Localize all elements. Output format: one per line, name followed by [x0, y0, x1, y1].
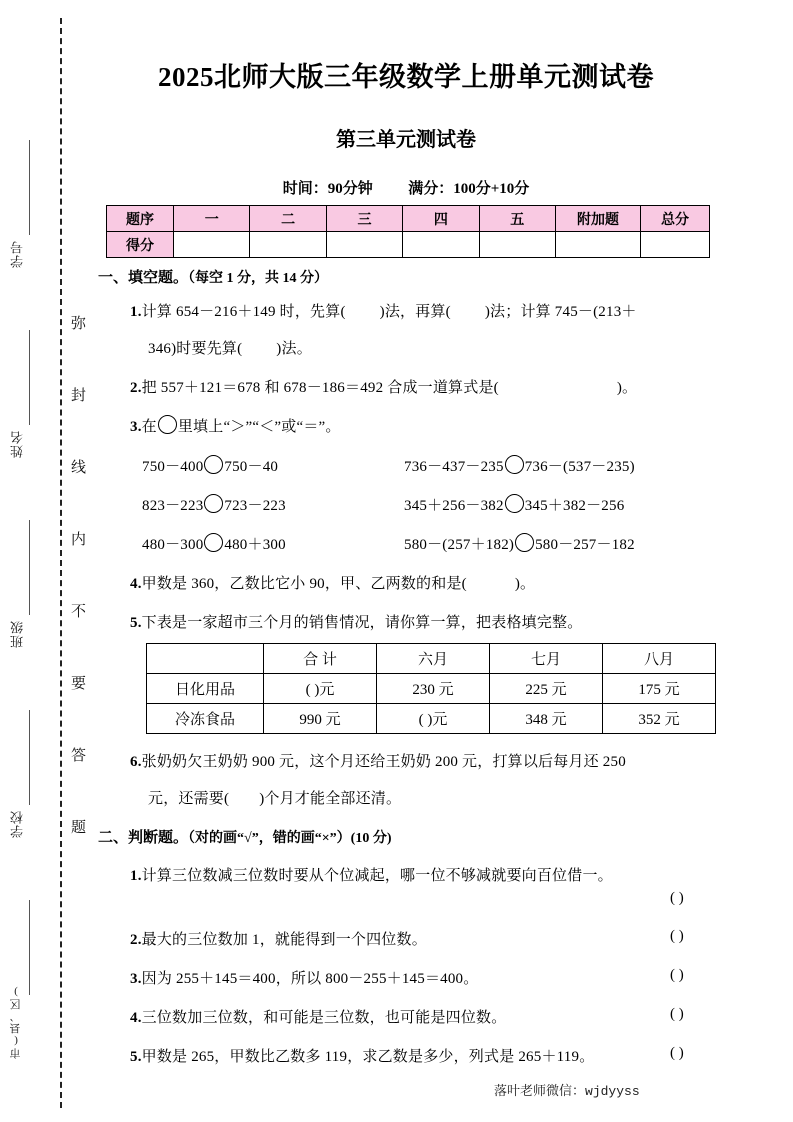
question-2-2-text: 最大的三位数加 1，就能得到一个四位数。 [141, 932, 427, 948]
question-1-6-number: 6. [130, 754, 142, 770]
compare-2-circle[interactable] [505, 455, 524, 474]
question-1-4-text-b: )。 [514, 576, 536, 592]
footer-watermark [494, 1080, 640, 1099]
score-table [106, 205, 710, 258]
question-1-3-text-b: 里填上“＞”“＜”或“＝”。 [177, 419, 341, 435]
score-table-col-2: 二 [250, 206, 326, 232]
question-1-1-text-b: )法，再算( [379, 304, 451, 320]
compare-6-circle[interactable] [515, 533, 534, 552]
sales-table-corner [147, 644, 264, 674]
table-row [147, 704, 716, 734]
sales-cell-daily-june: 230 元 [377, 674, 490, 704]
question-1-5-text: 下表是一家超市三个月的销售情况，请你算一算，把表格填完整。 [141, 615, 583, 631]
compare-5-left-expr: 480－300 [142, 537, 204, 553]
compare-4-left-expr: 345＋256－382 [404, 498, 504, 514]
question-1-1-text-c: )法；计算 745－(213＋ [484, 304, 637, 320]
answer-paren-2-3[interactable]: ( ) [670, 967, 684, 983]
circle-icon [158, 415, 177, 434]
compare-row-3-right [404, 533, 635, 554]
question-2-1-text: 计算三位数减三位数时要从个位减起，哪一位不够减就要向百位借一。 [141, 868, 613, 884]
question-1-6-line1: 张奶奶欠王奶奶 900 元，这个月还给王奶奶 200 元，打算以后每月还 250 [141, 754, 626, 770]
question-1-1-line2-b: )法。 [276, 341, 312, 357]
seal-rule-4 [29, 710, 30, 805]
exam-paper [96, 0, 793, 1122]
compare-3-circle[interactable] [204, 494, 223, 513]
score-table-col-5: 五 [479, 206, 555, 232]
section1-note: （每空 1 分，共 14 分） [188, 271, 329, 286]
question-2-5 [130, 1045, 594, 1066]
question-2-2-number: 2. [130, 932, 142, 948]
answer-paren-2-5[interactable]: ( ) [670, 1045, 684, 1061]
seal-label-banji: 班级 [10, 620, 25, 648]
seal-label-xingming: 姓名 [10, 430, 25, 458]
question-2-3 [130, 967, 478, 988]
question-1-1-cont [148, 337, 312, 358]
section2-note: （对的画“√”，错的画“×”）(10 分) [188, 831, 392, 846]
question-1-6-line2-a: 元，还需要( [148, 791, 230, 807]
score-table-col-total: 总分 [641, 206, 710, 232]
compare-row-2-right [404, 494, 624, 515]
question-1-5-number: 5. [130, 615, 142, 631]
answer-paren-2-1[interactable]: ( ) [670, 890, 684, 906]
question-1-3-number: 3. [130, 419, 142, 435]
seal-label-xuehao: 学号 [10, 240, 25, 268]
question-2-3-text: 因为 255＋145＝400，所以 800－255＋145＝400。 [141, 971, 479, 987]
question-2-5-number: 5. [130, 1049, 142, 1065]
question-1-1-line2-a: 346)时要先算( [148, 341, 243, 357]
answer-paren-2-2[interactable]: ( ) [670, 928, 684, 944]
score-input-1[interactable] [174, 232, 250, 258]
score-input-3[interactable] [326, 232, 402, 258]
compare-2-left-expr: 736－437－235 [404, 459, 504, 475]
question-2-2 [130, 928, 427, 949]
question-1-1 [130, 300, 637, 321]
question-1-4-number: 4. [130, 576, 142, 592]
sales-table [146, 643, 716, 734]
compare-5-right-expr: 480＋300 [224, 537, 286, 553]
question-2-4-text: 三位数加三位数，和可能是三位数，也可能是四位数。 [141, 1010, 507, 1026]
seal-rule-5 [29, 900, 30, 995]
compare-4-right-expr: 345＋382－256 [524, 498, 625, 514]
seal-char-nei: 内 [62, 528, 88, 549]
question-2-1-number: 1. [130, 868, 142, 884]
compare-row-1-right [404, 455, 635, 476]
footer-handle: wjdyyss [585, 1084, 640, 1099]
seal-sidebar [0, 0, 96, 1122]
seal-dashed-line [60, 18, 90, 1108]
sales-table-header-august: 八月 [603, 644, 716, 674]
seal-char-feng: 封 [62, 384, 88, 405]
sales-row-label-daily: 日化用品 [147, 674, 264, 704]
question-1-6-cont [148, 787, 401, 808]
sales-cell-daily-total[interactable]: ( )元 [264, 674, 377, 704]
sales-cell-frozen-total: 990 元 [264, 704, 377, 734]
question-1-3 [130, 415, 341, 436]
score-table-col-4: 四 [403, 206, 479, 232]
question-1-5 [130, 611, 582, 632]
score-input-total[interactable] [641, 232, 710, 258]
sales-cell-frozen-july: 348 元 [490, 704, 603, 734]
seal-char-da: 答 [62, 744, 88, 765]
compare-2-right-expr: 736－(537－235) [524, 459, 635, 475]
score-table-col-bonus: 附加题 [556, 206, 641, 232]
question-1-1-number: 1. [130, 304, 142, 320]
sales-cell-frozen-june[interactable]: ( )元 [377, 704, 490, 734]
answer-paren-2-4[interactable]: ( ) [670, 1006, 684, 1022]
question-1-2-text-b: )。 [616, 380, 638, 396]
score-input-bonus[interactable] [556, 232, 641, 258]
score-input-5[interactable] [479, 232, 555, 258]
sales-cell-daily-july: 225 元 [490, 674, 603, 704]
seal-label-shixianqu: 市(县、区) [10, 985, 22, 1059]
score-table-row-label-0: 题序 [107, 206, 174, 232]
score-input-2[interactable] [250, 232, 326, 258]
exam-meta [96, 177, 716, 198]
score-table-col-3: 三 [326, 206, 402, 232]
seal-rule-2 [29, 330, 30, 425]
question-1-4 [130, 572, 535, 593]
page-subtitle: 第三单元测试卷 [336, 129, 476, 151]
question-2-4-number: 4. [130, 1010, 142, 1026]
score-table-row-label-1: 得分 [107, 232, 174, 258]
seal-char-ti: 题 [62, 816, 88, 837]
seal-char-bu: 不 [62, 600, 88, 621]
seal-rule-1 [29, 140, 30, 235]
question-1-2-number: 2. [130, 380, 142, 396]
question-2-1 [130, 864, 613, 885]
section2-title: 二、判断题。 [98, 830, 189, 846]
question-1-2-text-a: 把 557＋121＝678 和 678－186＝492 合成一道算式是( [141, 380, 499, 396]
section1-title: 一、填空题。 [98, 270, 189, 286]
compare-1-right-expr: 750－40 [224, 459, 279, 475]
footer-label: 落叶老师微信： [494, 1083, 586, 1098]
section-heading-fill-blank [98, 266, 328, 287]
compare-row-2-left [142, 494, 286, 515]
question-1-2 [130, 376, 637, 397]
sales-cell-frozen-august: 352 元 [603, 704, 716, 734]
question-1-6-line2-b: )个月才能全部还清。 [259, 791, 402, 807]
question-2-3-number: 3. [130, 971, 142, 987]
score-input-4[interactable] [403, 232, 479, 258]
compare-1-left-circle[interactable] [204, 455, 223, 474]
table-row-header [147, 644, 716, 674]
seal-char-xian: 线 [62, 456, 88, 477]
question-2-4 [130, 1006, 506, 1027]
compare-1-left-expr: 750－400 [142, 459, 204, 475]
table-row [147, 674, 716, 704]
section-heading-true-false [98, 826, 392, 847]
question-1-1-text-a: 计算 654－216＋149 时，先算( [141, 304, 346, 320]
page-title: 2025北师大版三年级数学上册单元测试卷 [158, 62, 654, 92]
exam-total-score-label: 满分：100分+10分 [408, 181, 530, 197]
compare-row-3-left [142, 533, 286, 554]
sales-row-label-frozen: 冷冻食品 [147, 704, 264, 734]
sales-cell-daily-august: 175 元 [603, 674, 716, 704]
compare-6-left-expr: 580－(257＋182) [404, 537, 515, 553]
seal-rule-3 [29, 520, 30, 615]
sales-table-header-july: 七月 [490, 644, 603, 674]
sales-table-header-total: 合 计 [264, 644, 377, 674]
compare-3-left-expr: 823－223 [142, 498, 204, 514]
sales-table-header-june: 六月 [377, 644, 490, 674]
exam-time-label: 时间：90分钟 [282, 181, 373, 197]
compare-4-circle[interactable] [505, 494, 524, 513]
seal-label-column [8, 0, 54, 1122]
compare-5-circle[interactable] [204, 533, 223, 552]
seal-char-mi: 弥 [62, 312, 88, 333]
question-2-5-text: 甲数是 265，甲数比乙数多 119，求乙数是多少，列式是 265＋119。 [141, 1049, 595, 1065]
compare-6-right-expr: 580－257－182 [535, 537, 635, 553]
score-table-col-1: 一 [174, 206, 250, 232]
seal-label-xuexiao: 学校 [10, 810, 25, 838]
table-row-header [107, 206, 710, 232]
table-row-scores [107, 232, 710, 258]
question-1-6 [130, 750, 626, 771]
compare-3-right-expr: 723－223 [224, 498, 286, 514]
question-1-4-text-a: 甲数是 360，乙数比它小 90，甲、乙两数的和是( [141, 576, 467, 592]
question-1-3-text-a: 在 [141, 419, 157, 435]
seal-char-yao: 要 [62, 672, 88, 693]
compare-row-1-left [142, 455, 278, 476]
